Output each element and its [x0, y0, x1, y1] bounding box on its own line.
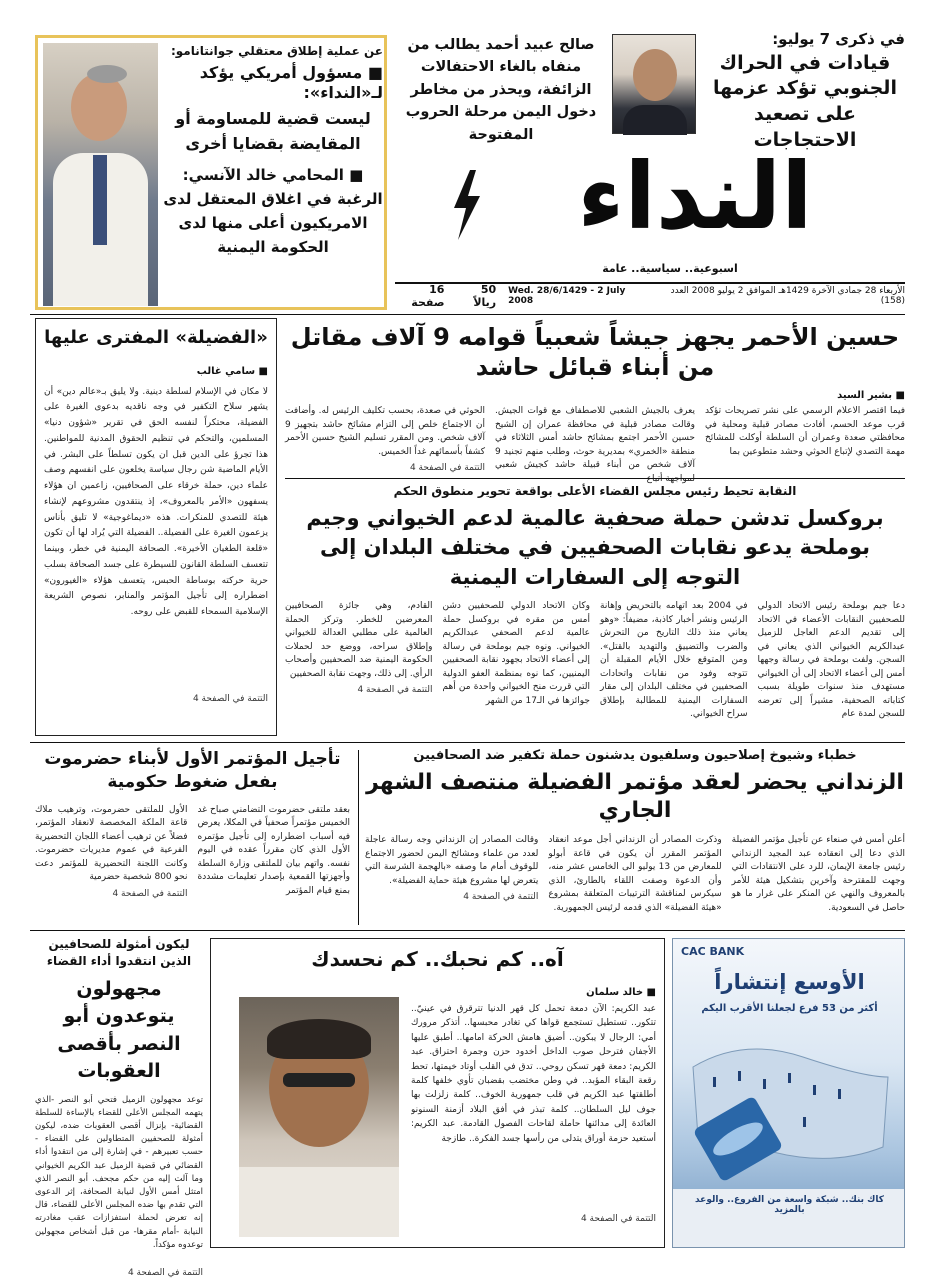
- conference-col3: وقالت المصادر إن الزنداني وجه رسالة عاجلة لعدد من علماء ومشائخ اليمن لحضور الاجتماع للوقوف أمام ما وصفه «بالهجمة الشرسة التي يتعرض لها مشروع هيئة حماية الفضيلة».: [365, 835, 539, 886]
- price: 50 ريالاً: [473, 283, 497, 309]
- guantanamo-kicker: عن عملية إطلاق معتقلي جوانتانامو:: [170, 44, 383, 58]
- masthead-logo: [440, 143, 910, 260]
- mid-divider: [30, 742, 905, 743]
- guantanamo-line2: ليست قضية للمساومة أو المقايضة بقضايا أخرى: [175, 109, 371, 153]
- bank-ad-footer: كاك بنك.. شبكة واسعة من الفروع.. والوعد بالمزيد: [673, 1189, 905, 1247]
- opinion-text: لا مكان في الإسلام لسلطة دينية. ولا يليق بـ«عالم دين» أن يشهر سلاح التكفير في وجه ناقديه بدعوى الغيرة على الفضيلة، محتكراً لنفسه الحق في تقرير «شؤون دنيا» المسلمين، والتحكم في تنظيم الحقوق المدنية للمواطنين. هذا تجرؤ على الدين قبل ان يكون تسلطاً على البشر. في الأيام الماضية شن رجال سياسة يخلعون على انفسهم وصف علماء دين، حملة خرقاء على الصحافيين، زاعمين ان هؤلاء يسفهون «الأمر بالمعروف»، إذ ينتقدون مشروعهم لإنشاء هيئة للتصدي للمنكرات. هذه «ديماغوجية» لا تليق بأناس يزعمون الغيرة على الفضيلة.. الفضيلة التي يُراد لها أن تكون «قلعة الطغيان الأخيرة». الصحافة اليمنية في خطر، وبينما تتعسف السلطة القانون للسيطرة على جسد الصحافة بسلب حرية حركته بوساطة الحبس، يتعسف هؤلاء «الغيورون» اضطراره إلى تأجيل المؤتمر والمنابر، نصوص الشريعة الإسلامية السمحاء للقبض على روحه.: [44, 386, 268, 617]
- top-center-story: [395, 34, 607, 144]
- lead-col1: فيما اقتصر الاعلام الرسمي على نشر تصريحات تؤكد قرب موعد الحسم، أفادت مصادر قبلية ومحلية في محافظتي صعدة وعمران أن السلطة أوكلت للمشائخ مهمة التصدي لإتباع الحوثي وحشد متطوعين بما: [705, 406, 905, 457]
- top-right-kicker: في ذكرى 7 يوليو:: [772, 30, 905, 48]
- brussels-col2: في 2004 بعد اتهامه بالتحريض وإهانة الرئيس ونشر أخبار كاذبة، مضيفاً: «وهو يعاني منذ ذلك التاريخ من التحرش والضرب والتضييق والتهديد بالقتل». ومن المتوقع خلال الأيام المقبلة أن تتوجه وفود من نقابات واتحادات الصحفيين في مختلف البلدان إلى مقار السفارات اليمنية للمطالبة بإطلاق سراح الخيواني.: [600, 601, 748, 720]
- hadramout-continued[interactable]: التتمة في الصفحة 4: [112, 888, 188, 899]
- opinion-continued[interactable]: التتمة في الصفحة 4: [192, 693, 268, 704]
- top-center-headline: صالح عبيد أحمد يطالب من منفاه بالغاء الاحتفالات الزائفة، ويحذر من مخاطر دخول اليمن مرحلة الحروب المفتوحة: [405, 37, 597, 143]
- brussels-story: [285, 484, 905, 734]
- lead-continued[interactable]: التتمة في الصفحة 4: [409, 463, 485, 473]
- portrait-photo-top-center: [612, 34, 696, 134]
- lead-story: [285, 322, 905, 472]
- brussels-continued[interactable]: التتمة في الصفحة 4: [357, 685, 433, 696]
- hadramout-col2: الأول للملتقى حضرموت، وترهيب ملاك قاعة الملكة المخصصة لانعقاد المؤتمر، فضلاً عن ترهيب أعضاء اللجان التحضيرية الفرعية في عموم مديريات حضرموت. وكانت اللجنة التحضيرية للمؤتمر دعت نحو 800 شخصية حضرمية: [35, 804, 188, 883]
- brussels-col4: القادم، وهي جائزة الصحافيين المعرضين للخطر. وتركز الحملة العالمية على مطلبي العدالة للخيواني وإطلاق سراحه، ووضع حد لحملات الحكومة اليمنية ضد الصحفيين وأصحاب الرأي. إلى ذلك، وجهت نقابة الصحفيين: [285, 601, 433, 679]
- column-byline: ■ خالد سلمان: [586, 987, 656, 998]
- conference-col2: وذكرت المصادر أن الزنداني أجل موعد انعقاد المؤتمر المقرر أن يكون في قاعة أبولو للمعارض من 13 يوليو الى الخامس عشر منه، وأن الدعوة وصفت اللقاء بالطارئ، الذي سيكرس لمناقشة الترتيبات المتعلقة بمشروع «هيئة الفضيلة» الذي قدمه لرئيس الجمهورية.: [548, 835, 722, 913]
- journalists-text: توعد مجهولون الزميل فتحي أبو النصر -الذي يتهمه المجلس الأعلى للقضاء بالإساءة للسلطة القضائية- بإنزال أقصى العقوبات ضده، ليكون أمثولة للصحفيين المتطاولين على القضاء - حسب تعبيرهم - في إشارة إلى من انتقدوا أداء القضائي في قضية الزميل عبد الكريم الخيواني وما آلت إليه من حكم مجحف. أبو النصر الذي امتثل أمس الأول لنيابة الصحافة، إثر الدعوى التي تقدم بها ضده المجلس الأعلى للقضاء، قال إنه تعرض لحملة استفزازات عقب مغادرته النيابة -أمام مقرها- من قبل أشخاص مجهولين توعدوه مؤكداً.: [35, 1094, 203, 1250]
- page-count: 16 صفحة: [411, 283, 445, 309]
- bank-ad-headline: الأوسع إنتشاراً: [714, 970, 865, 994]
- journalists-continued[interactable]: التتمة في الصفحة 4: [127, 1267, 203, 1278]
- conference-story: [365, 748, 905, 928]
- lead-bottom-rule: [285, 478, 905, 479]
- lead-col2: يعرف بالجيش الشعبي للاصطفاف مع قوات الجيش. وقالت مصادر قبلية في محافظة عمران إن الشيخ حسين الأحمر اجتمع بمشائخ حاشد أمس الثلاثاء في منطقة «الخمري» بمديرية حوث، وطلب منهم تجنيد 9 آلاف شخص من أبناء قبيلة حاشد كجيش شعبي: [495, 406, 695, 470]
- journalists-story: [35, 936, 203, 1278]
- lead-headline: حسين الأحمر يجهز جيشاً شعبياً قوامه 9 آلاف مقاتل من أبناء قبائل حاشد: [290, 323, 900, 381]
- lead-byline: ■ بشير السيد: [837, 390, 905, 401]
- conference-kicker: خطباء وشيوخ إصلاحيون وسلفيون يدشنون حملة تكفير ضد الصحافيين: [413, 748, 857, 763]
- dateline-en: Wed. 28/6/1429 - 2 July 2008: [508, 286, 626, 306]
- brussels-col1: دعا جيم بوملحة رئيس الاتحاد الدولي للصحفيين النقابات الأعضاء في الاتحاد إلى تقديم الدعم العاجل للزميل عبدالكريم الخيواني الذي يعاني في السجن. ولفت بوملحة في رسالة وجهها أمس إلى أعضاء الاتحاد إلى أن الخيواني مستهدف منذ سنوات طويلة بسبب كتاباته الصحفية، مشيراً إلى تعرضه للسجن لمدة عام: [757, 601, 905, 720]
- conference-headline: الزنداني يحضر لعقد مؤتمر الفضيلة منتصف الشهر الجاري: [366, 770, 904, 823]
- brussels-kicker: النقابة تحيط رئيس مجلس القضاء الأعلى بواقعة تحوير منطوق الحكم: [393, 484, 797, 498]
- opinion-headline: «الفضيلة» المفترى عليها: [44, 327, 268, 348]
- vertical-divider: [358, 750, 359, 925]
- masthead-tagline: اسبوعية.. سياسية.. عامة: [602, 262, 738, 275]
- guantanamo-line3: ■ المحامي خالد الآنسي: الرغبة في اغلاق المعتقل لدى الامريكيون أعلى منها لدى الحكومة اليمنية: [163, 165, 383, 256]
- hadramout-col1: بعقد ملتقى حضرموت التضامني صباح غد الخميس مؤتمراً صحفياً في المكلا، يعرض فيه أسباب اضطراره إلى تأجيل مؤتمره الأول الذي كان مقرراً عقده في اليوم نفسه. واتهم بيان للملتقى وزارة السلطة وأجهزتها القمعية بإصدار تعليمات مشددة بمنع قيام المؤتمر: [197, 804, 350, 896]
- top-right-story: [705, 30, 905, 151]
- official-photo: [43, 43, 158, 306]
- column-text: عبد الكريم: الآن دمعة تحمل كل قهر الدنيا تترقرق في عينيّ.. تتكور.. تستطيل تستجمع قواها كي تغادر محبسها.. أتذكر مرورك أمي: الرجال لا يبكون.. أضيق هامش الحركة امامها.. أطبق عليها الأجفان فترحل صوب الداخل أخدود حزن وجمرة احتراق. عبد الكريم: دمعة قهر تسكن روحي.. تدق في القلب أوتاد خيمتها، تحط رقعة البقاء المؤبد.. في وطن مختضب بقضبان تأوي خلفها كلمة أطلقتها عبد الكريم في قلب جمهورية الخوف.. كلمة زلزلت بها جوف ليل السلطان.. كلمة تبذر في أفق البلاد أزمنة السنونو العائدة إلى مدائنها حاملة لقاحات الفصول القادمة. عبد الكريم: أستعيد حزمة أوراق يتدلى من رأسها جسد الفكرة.. طازجة: [411, 1004, 656, 1144]
- journalists-kicker: ليكون أمثولة للصحافيين الذين انتقدوا أداء القضاء: [46, 937, 192, 968]
- dateline-bar: [395, 283, 905, 309]
- opinion-box: [35, 318, 277, 736]
- lower-divider: [30, 930, 905, 931]
- journalists-headline: مجهولون يتوعدون أبو النصر بأقصى العقوبات: [57, 977, 181, 1083]
- brussels-headline: بروكسل تدشن حملة صحفية عالمية لدعم الخيواني وجيم بوملحة يدعو نقابات الصحفيين في مختلف البلدان إلى التوجه إلى السفارات اليمنية: [306, 506, 884, 589]
- hadramout-headline: تأجيل المؤتمر الأول لأبناء حضرموت بفعل ضغوط حكومية: [44, 749, 341, 792]
- guantanamo-line1: ■ مسؤول أمريكي يؤكد لـ«النداء»:: [199, 63, 383, 102]
- columnist-photo: [239, 997, 399, 1237]
- top-divider: [30, 314, 905, 315]
- guantanamo-box: [35, 35, 387, 310]
- brussels-col3: وكان الاتحاد الدولي للصحفيين دشن أمس من مقره في بروكسل حملة عالمية لدعم الصحفي عبدالكريم الخيواني. ونوه جيم بوملحة في رسالة إلى أعضاء الاتحاد بجهود نقابة الصحفيين اليمنيين، كما نوه بمنظمة العفو الدولية التي قررت منح الخيواني واحدة من أهم جوائزها في الـ17 من الشهر: [442, 601, 590, 706]
- logo-text: النداء: [577, 143, 813, 250]
- column-headline: آه.. كم نحبك.. كم نحسدك: [311, 947, 564, 971]
- conference-continued[interactable]: التتمة في الصفحة 4: [463, 892, 539, 902]
- lead-col3: الحوثي في صعدة، بحسب تكليف الرئيس له. وأضافت أن الاجتماع خلص إلى التزام مشائخ حاشد بتجهيز 9 آلاف شخص. ومن المقرر تسليم الشيخ حسين الأحمر كشفاً بأسمائهم غداً الخميس.: [285, 406, 485, 457]
- lightning-icon: [450, 170, 484, 240]
- bank-ad-subline: أكثر من 53 فرع لجعلنا الأقرب اليكم: [701, 1003, 878, 1014]
- bank-ad-brand: CAC BANK: [681, 945, 745, 958]
- column-box: [210, 938, 665, 1248]
- opinion-byline: ■ سامي غالب: [196, 365, 268, 377]
- bank-ad: [672, 938, 905, 1248]
- card-graphic: [693, 1089, 793, 1189]
- dateline-ar: الأربعاء 28 جمادي الآخرة 1429هـ الموافق 2 يوليو 2008 العدد (158): [670, 286, 905, 306]
- column-continued[interactable]: التتمة في الصفحة 4: [580, 1214, 656, 1224]
- conference-col1: أعلن أمس في صنعاء عن تأجيل مؤتمر الفضيلة الذي دعا إلى انعقاده عبد المجيد الزنداني رئيس جامعة الإيمان، للرد على الانتقادات التي وجهت للمقترحة وآخرين بتشكيل هيئة للأمر بالمعروف والنهي عن المنكر على غرار ما هو حاصل في السعودية.: [731, 835, 905, 913]
- top-right-headline: قيادات في الحراك الجنوبي تؤكد عزمها على تصعيد الاحتجاجات: [713, 51, 897, 151]
- hadramout-story: [35, 748, 350, 928]
